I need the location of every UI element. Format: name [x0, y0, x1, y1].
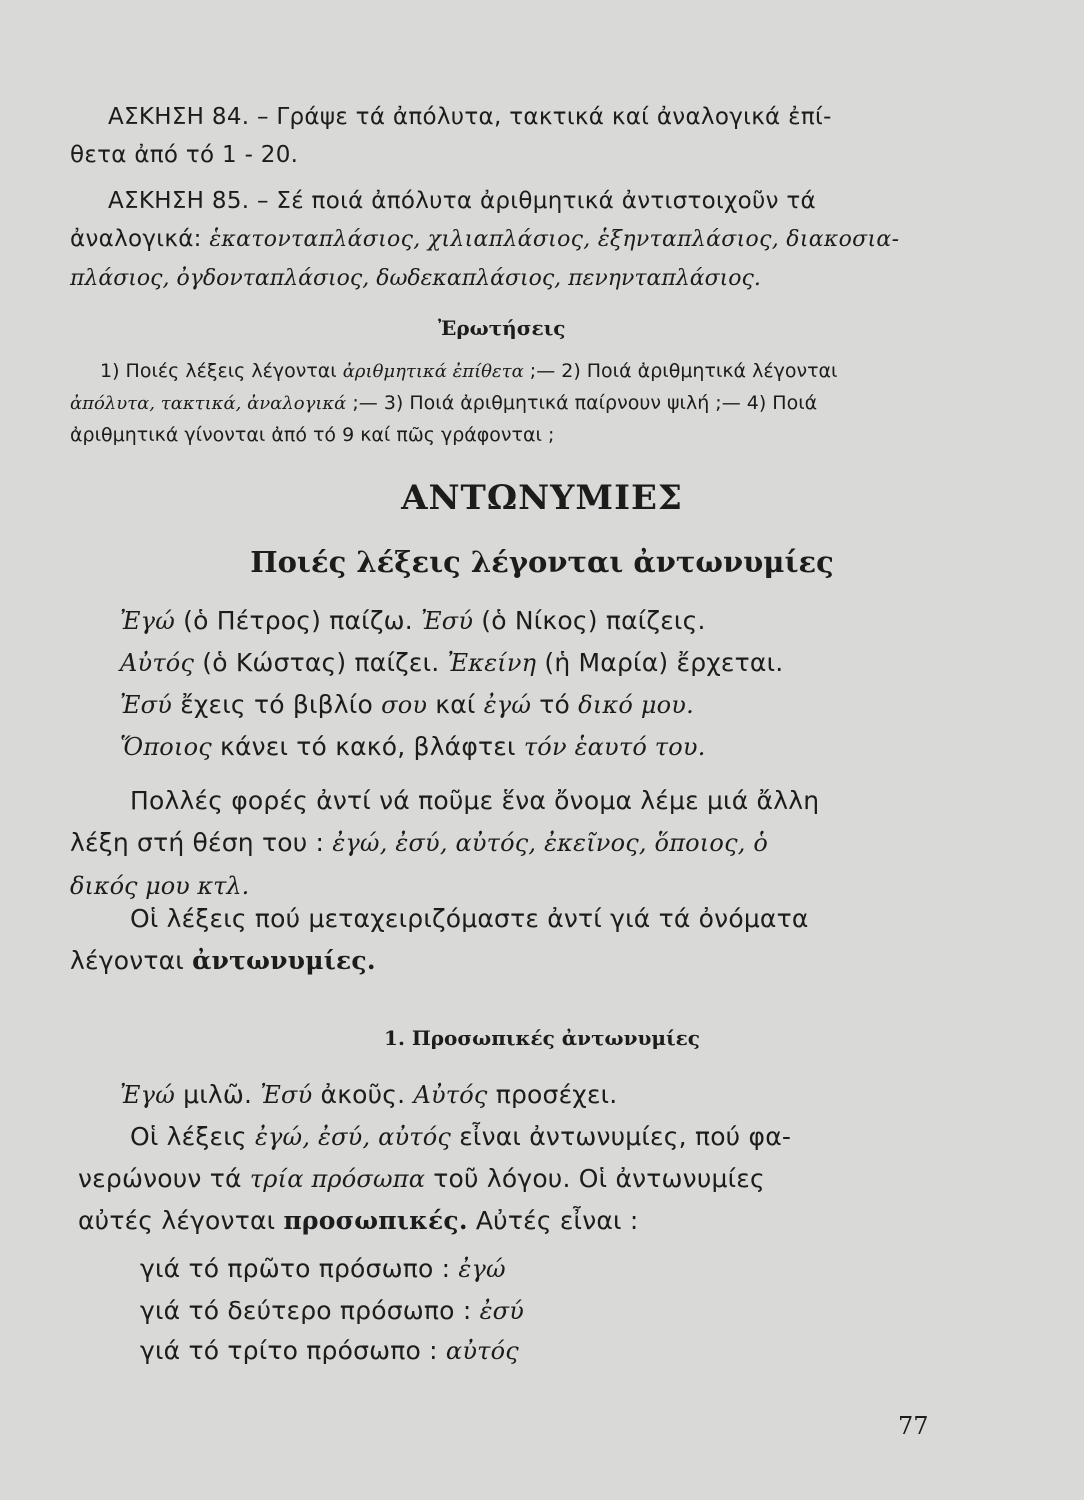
- text: (ὁ Πέτρος) παίζω.: [175, 606, 422, 635]
- person-list-item-2: [140, 1296, 524, 1325]
- text: ;— 2) Ποιά ἀριθμητικά λέγονται: [523, 360, 838, 382]
- italic-text: Ἐκείνη: [447, 649, 537, 677]
- italic-text: τόν ἑαυτό του.: [523, 733, 706, 761]
- example-line-2: [120, 648, 783, 677]
- paragraph-1-line-1: Πολλές φορές ἀντί νά ποῦμε ἕνα ὄνομα λέμε μιά ἄλλη: [130, 786, 820, 815]
- italic-text: ἀπόλυτα, τακτικά, ἀναλογικά: [70, 393, 347, 414]
- text: καί: [427, 690, 484, 719]
- italic-text: Αὐτός: [413, 1081, 488, 1109]
- example-line-4: [120, 732, 706, 761]
- italic-text: ἐγώ, ἐσύ, αὐτός: [254, 1123, 452, 1151]
- italic-text: Ἐσύ: [260, 1081, 313, 1109]
- italic-text: Ἐγώ: [120, 1081, 175, 1109]
- section-1-paragraph-line-2: [78, 1164, 765, 1193]
- example-line-1: [120, 606, 706, 635]
- paragraph-2-line-2: [70, 946, 376, 975]
- exercise-84-line-2: θετα ἀπό τό 1 - 20.: [70, 142, 299, 168]
- text: (ὁ Κώστας) παίζει.: [194, 648, 448, 677]
- italic-text: Ἐσύ: [120, 691, 173, 719]
- exercise-85-line-3: πλάσιος, ὀγδονταπλάσιος, δωδεκαπλάσιος, πενηνταπλάσιος.: [70, 266, 761, 291]
- text: γιά τό πρῶτο πρόσωπο :: [140, 1254, 459, 1283]
- text: νερώνουν τά: [78, 1164, 250, 1193]
- text: Οἱ λέξεις: [130, 1122, 255, 1151]
- example-line-3: [120, 690, 694, 719]
- italic-text: Ὅποιος: [120, 733, 212, 761]
- text: αὐτές λέγονται: [78, 1206, 284, 1235]
- italic-text: δικό μου.: [578, 691, 694, 719]
- italic-text: ἀριθμητικά ἐπίθετα: [342, 361, 524, 382]
- bold-text: προσωπικές.: [283, 1206, 468, 1235]
- section-title: ΑΝΤΩΝΥΜΙΕΣ: [401, 478, 683, 518]
- text: γιά τό τρίτο πρόσωπο :: [140, 1336, 446, 1365]
- italic-text: Ἐσύ: [421, 607, 474, 635]
- person-list-item-3: [140, 1336, 519, 1365]
- text: ;— 3) Ποιά ἀριθμητικά παίρνουν ψιλή ;— 4) Ποιά: [346, 392, 818, 414]
- question-line-2: [70, 392, 817, 414]
- text: (ὁ Νίκος) παίζεις.: [473, 606, 706, 635]
- italic-text: ἐγώ: [458, 1255, 506, 1283]
- italic-text: τρία πρόσωπα: [249, 1165, 426, 1193]
- text: λέγονται: [70, 946, 193, 975]
- italic-text: Ἐγώ: [120, 607, 175, 635]
- section-1-paragraph-line-3: [78, 1206, 638, 1235]
- italic-text: Αὐτός: [120, 649, 195, 677]
- exercise-85-line-1: ΑΣΚΗΣΗ 85. – Σέ ποιά ἀπόλυτα ἀριθμητικά ἀντιστοιχοῦν τά: [108, 188, 816, 214]
- questions-heading: Ἐρωτήσεις: [438, 316, 566, 340]
- text: λέξη στή θέση του :: [70, 828, 333, 857]
- bold-text: ἀντωνυμίες.: [192, 946, 376, 975]
- text: εἶναι ἀντωνυμίες, πού φα-: [451, 1122, 792, 1151]
- text: τό: [531, 690, 579, 719]
- italic-text: ἐσύ: [479, 1297, 525, 1325]
- text: ἀκοῦς.: [312, 1080, 414, 1109]
- text: (ἡ Μαρία) ἔρχεται.: [536, 648, 784, 677]
- text: μιλῶ.: [175, 1080, 261, 1109]
- text: τοῦ λόγου. Οἱ ἀντωνυμίες: [425, 1164, 765, 1193]
- paragraph-1-line-2: [70, 828, 768, 857]
- italic-text: ἐγώ, ἐσύ, αὐτός, ἐκεῖνος, ὅποιος, ὁ: [332, 829, 769, 857]
- section-1-paragraph-line-1: [130, 1122, 791, 1151]
- exercise-85-line-2: [70, 226, 899, 252]
- text: ἔχεις τό βιβλίο: [172, 690, 382, 719]
- text: 1) Ποιές λέξεις λέγονται: [100, 360, 343, 382]
- text: Αὐτές εἶναι :: [467, 1206, 639, 1235]
- person-list-item-1: [140, 1254, 506, 1283]
- text: γιά τό δεύτερο πρόσωπο :: [140, 1296, 480, 1325]
- paragraph-1-line-3: δικός μου κτλ.: [70, 872, 250, 900]
- question-line-1: [100, 360, 837, 382]
- page-number: 77: [898, 1412, 929, 1440]
- text: κάνει τό κακό, βλάφτει: [211, 732, 524, 761]
- question-line-3: ἀριθμητικά γίνονται ἀπό τό 9 καί πῶς γράφονται ;: [70, 424, 555, 446]
- subheading: Ποιές λέξεις λέγονται ἀντωνυμίες: [250, 545, 834, 579]
- section-1-example: [120, 1080, 617, 1109]
- text: ἀναλογικά:: [70, 226, 210, 252]
- italic-text: αὐτός: [445, 1337, 519, 1365]
- exercise-84-line-1: ΑΣΚΗΣΗ 84. – Γράψε τά ἀπόλυτα, τακτικά καί ἀναλογικά ἐπί-: [108, 104, 832, 130]
- text: προσέχει.: [487, 1080, 618, 1109]
- italic-text: σου: [381, 691, 428, 719]
- section-1-heading: 1. Προσωπικές ἀντωνυμίες: [384, 1026, 700, 1050]
- paragraph-2-line-1: Οἱ λέξεις πού μεταχειριζόμαστε ἀντί γιά τά ὀνόματα: [130, 904, 809, 933]
- italic-text: ἐγώ: [483, 691, 532, 719]
- italic-text: ἑκατονταπλάσιος, χιλιαπλάσιος, ἑξηνταπλάσιος, διακοσια-: [209, 227, 900, 252]
